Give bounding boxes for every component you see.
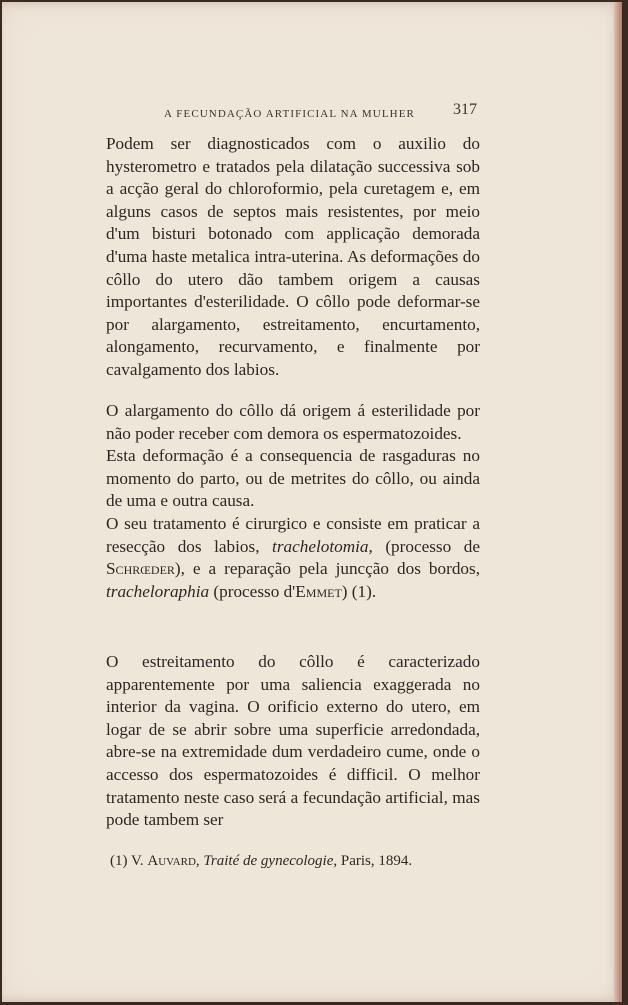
page-edge — [614, 2, 622, 1002]
running-head: A FECUNDAÇÃO ARTIFICIAL NA MULHER — [164, 108, 415, 120]
author-name: Schrœder — [106, 559, 175, 579]
book-page — [2, 2, 622, 1002]
page-header — [164, 101, 477, 122]
footnote-sep: , — [195, 853, 204, 869]
paragraph-text: (processo d' — [209, 581, 296, 601]
paragraph-text: O seu tratamento é cirurgico e consiste em praticar a resecção dos labios, — [106, 513, 480, 556]
page-number: 317 — [453, 101, 477, 118]
paragraph-text: ) (1). — [341, 581, 377, 601]
footnote-marker: (1) V. — [110, 853, 148, 869]
paragraph-text: Esta deformação é a consequencia de rasgaduras no momento do parto, ou de metrites do côllo, ou ainda de uma e outra causa. — [106, 446, 480, 511]
paragraph — [106, 513, 480, 603]
term-trachelotomia: trachelotomia, — [272, 536, 373, 556]
footnote-author: Auvard — [147, 853, 196, 869]
paragraph-text: O alargamento do côllo dá origem á esterilidade por não poder receber com demora os espermatozoides. — [106, 401, 480, 443]
author-name: Emmet — [295, 581, 342, 601]
paragraph-block-1 — [106, 133, 480, 382]
paragraph-text: (processo de — [372, 536, 480, 556]
paragraph — [106, 133, 480, 382]
paragraph-text: Podem ser diagnosticados com o auxilio do hysterometro e tratados pela dilatação successiva sob a acção geral do chloroformio, pela curetagem e, em alguns casos de septos mais resistentes, por meio d'um bisturi botonado com applicação demorada d'uma haste metalica intra-uterina. As deformações do côllo do utero dão tambem origem a causas importantes d'esterilidade. O côllo pode deformar-se por alargamento, estreitamento, encurtamento, alongamento, recurvamento, e finalmente por cavalgamento dos labios. — [106, 134, 480, 379]
footnote-title: Traité de gynecologie — [203, 853, 334, 869]
footnote-rest: , Paris, 1894. — [333, 853, 413, 869]
term-tracheloraphia: tracheloraphia — [106, 581, 210, 601]
paragraph — [106, 651, 480, 832]
footnote — [110, 853, 490, 870]
paragraph-block-3 — [106, 651, 480, 832]
paragraph — [106, 445, 480, 513]
paragraph-text: ), e a reparação pela juncção dos bordos, — [174, 559, 480, 579]
paragraph-block-2 — [106, 400, 480, 603]
paragraph — [106, 400, 480, 445]
paragraph-text: O estreitamento do côllo é caracterizado apparentemente por uma saliencia exaggerada no interior da vagina. O orificio externo do utero, em logar de se abrir sobre uma superficie arredondada, abre-se na extremidade dum verdadeiro cume, onde o accesso dos espermatozoides é difficil. O melhor tratamento neste caso será a fecundação artificial, mas pode tambem ser — [106, 652, 480, 830]
